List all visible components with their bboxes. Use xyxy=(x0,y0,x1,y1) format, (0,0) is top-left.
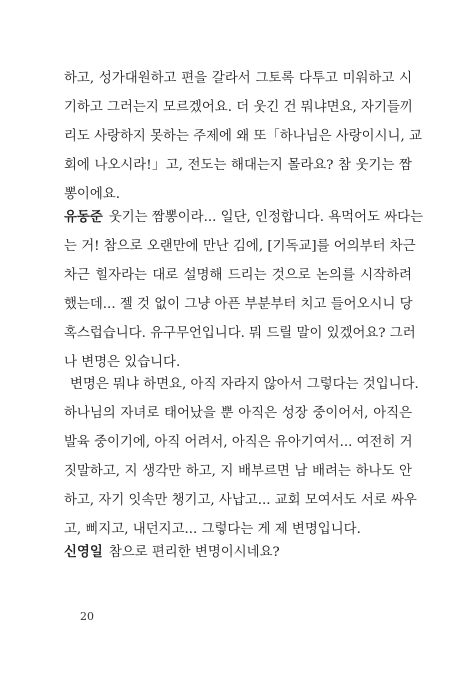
paragraph-1 xyxy=(64,64,422,209)
text-line: 하고, 자기 잇속만 챙기고, 사납고... 교회 모여서도 서로 싸우 xyxy=(64,493,417,508)
speech-text: 참으로 편리한 변명이시네요? xyxy=(108,545,280,560)
text-line: 회에 나오시라!」고, 전도는 해대는지 몰라요? 참 웃기는 짬 xyxy=(64,158,412,173)
text-line: 혹스럽습니다. 유구무언입니다. 뭐 드릴 말이 있겠어요? 그러 xyxy=(64,326,416,341)
text-line xyxy=(64,538,412,567)
text-line: 차근 힐자라는 대로 설명해 드리는 것으로 논의를 시작하려 xyxy=(64,268,412,283)
speaker-name: 유동준 xyxy=(64,209,103,225)
speaker-name: 신영일 xyxy=(64,544,103,560)
page-number: 20 xyxy=(80,610,94,623)
text-line: 뽕이에요. xyxy=(64,187,120,202)
text-line: 고, 삐지고, 내던지고... 그렇다는 게 제 변명입니다. xyxy=(64,522,361,537)
text-line: 는 거! 참으로 오랜만에 만난 김에, [기독교]를 어의부터 차근 xyxy=(64,239,416,254)
speech-text: 웃기는 짬뽕이라... 일단, 인정합니다. 욕먹어도 싸다는 xyxy=(108,210,424,225)
text-line: 기하고 그러는지 모르겠어요. 더 웃긴 건 뭐냐면요, 자기들끼 xyxy=(64,100,413,115)
text-line: 하고, 성가대원하고 편을 갈라서 그토록 다투고 미워하고 시 xyxy=(64,71,412,86)
text-line xyxy=(64,203,424,232)
paragraph-3 xyxy=(64,370,419,544)
paragraph-4 xyxy=(64,538,412,567)
text-line: 리도 사랑하지 못하는 주제에 왜 또「하나님은 사랑이시니, 교 xyxy=(64,129,422,144)
text-line: 짓말하고, 지 생각만 하고, 지 배부르면 남 배려는 하나도 안 xyxy=(64,464,412,479)
text-line: 했는데... 젤 것 없이 그냥 아픈 부분부터 치고 들어오시니 당 xyxy=(64,297,413,312)
text-line: 발육 중이기에, 아직 어려서, 아직은 유아기여서... 여전히 거 xyxy=(64,435,413,450)
paragraph-2 xyxy=(64,203,424,377)
text-line: 변명은 뭐냐 하면요, 아직 자라지 않아서 그렇다는 것입니다. xyxy=(70,377,419,392)
text-line: 하나님의 자녀로 태어났을 뿐 아직은 성장 중이어서, 아직은 xyxy=(64,406,412,421)
text-line: 나 변명은 있습니다. xyxy=(64,355,181,370)
